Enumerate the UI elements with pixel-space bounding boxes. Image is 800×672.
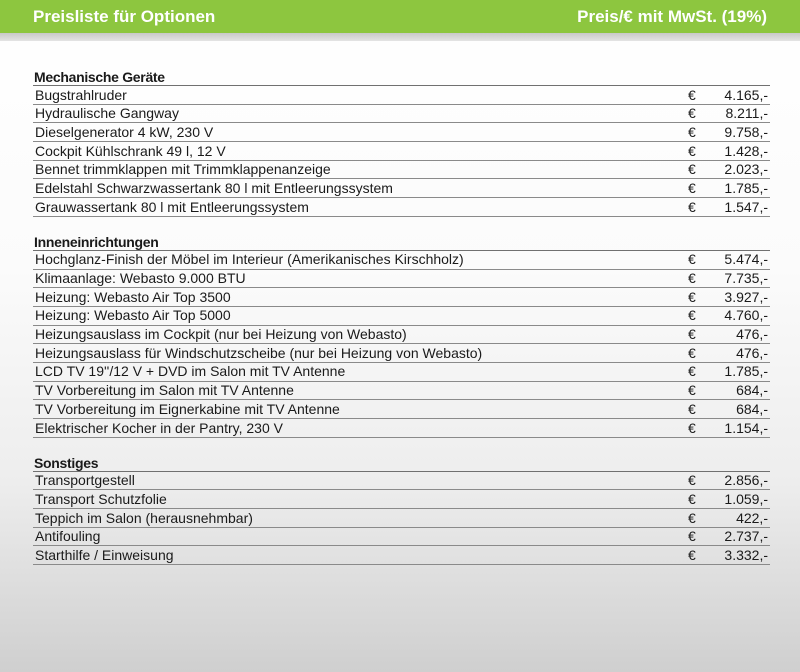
section: [33, 68, 770, 217]
price-row: [33, 142, 770, 161]
currency-symbol: €: [688, 198, 696, 215]
option-price: 684,-: [736, 400, 768, 417]
option-price: 1.154,-: [724, 419, 768, 436]
option-name: TV Vorbereitung im Salon mit TV Antenne: [35, 382, 294, 399]
price-row: [33, 472, 770, 491]
currency-symbol: €: [688, 123, 696, 140]
option-price: 9.758,-: [724, 123, 768, 140]
currency-symbol: €: [688, 288, 696, 305]
option-name: Cockpit Kühlschrank 49 l, 12 V: [35, 142, 226, 159]
page-title: Preisliste für Optionen: [33, 6, 216, 26]
currency-symbol: €: [688, 546, 696, 563]
price-column-label: Preis/€ mit MwSt. (19%): [577, 6, 767, 26]
option-name: Edelstahl Schwarzwassertank 80 l mit Entleerungssystem: [35, 179, 393, 196]
currency-symbol: €: [688, 179, 696, 196]
option-name: Bennet trimmklappen mit Trimmklappenanzeige: [35, 161, 331, 178]
currency-symbol: €: [688, 142, 696, 159]
option-name: Heizungsauslass im Cockpit (nur bei Heizung von Webasto): [35, 326, 407, 343]
price-row: [33, 344, 770, 363]
option-price: 476,-: [736, 344, 768, 361]
currency-symbol: €: [688, 270, 696, 286]
price-row: [33, 490, 770, 509]
price-row: [33, 528, 770, 547]
option-name: Starthilfe / Einweisung: [35, 546, 174, 563]
option-price: 7.735,-: [724, 270, 768, 286]
price-row: [33, 326, 770, 345]
price-row: [33, 251, 770, 270]
option-name: LCD TV 19''/12 V + DVD im Salon mit TV Antenne: [35, 363, 346, 380]
price-row: [33, 86, 770, 105]
option-price: 1.059,-: [724, 490, 768, 507]
option-name: Grauwassertank 80 l mit Entleerungssystem: [35, 198, 309, 215]
currency-symbol: €: [688, 251, 696, 268]
price-list: [33, 68, 770, 581]
option-name: Transport Schutzfolie: [35, 490, 167, 507]
price-row: [33, 363, 770, 382]
currency-symbol: €: [688, 509, 696, 526]
option-name: Heizung: Webasto Air Top 3500: [35, 288, 231, 305]
header-divider: [0, 33, 800, 41]
header-bar: [0, 0, 800, 33]
option-name: Elektrischer Kocher in der Pantry, 230 V: [35, 419, 283, 436]
price-row: [33, 105, 770, 124]
option-price: 3.927,-: [724, 288, 768, 305]
section: [33, 233, 770, 438]
currency-symbol: €: [688, 490, 696, 507]
option-name: Transportgestell: [35, 472, 135, 489]
currency-symbol: €: [688, 363, 696, 380]
currency-symbol: €: [688, 161, 696, 178]
currency-symbol: €: [688, 307, 696, 324]
section-title: Mechanische Geräte: [33, 68, 770, 86]
currency-symbol: €: [688, 472, 696, 489]
option-price: 476,-: [736, 326, 768, 343]
currency-symbol: €: [688, 326, 696, 343]
option-name: TV Vorbereitung im Eignerkabine mit TV Antenne: [35, 400, 340, 417]
price-row: [33, 179, 770, 198]
option-price: 1.785,-: [724, 179, 768, 196]
option-price: 5.474,-: [724, 251, 768, 268]
option-price: 422,-: [736, 509, 768, 526]
option-name: Dieselgenerator 4 kW, 230 V: [35, 123, 214, 140]
option-price: 1.547,-: [724, 198, 768, 215]
option-name: Heizung: Webasto Air Top 5000: [35, 307, 231, 324]
option-price: 1.785,-: [724, 363, 768, 380]
price-row: [33, 270, 770, 289]
currency-symbol: €: [688, 419, 696, 436]
option-price: 8.211,-: [725, 105, 768, 122]
price-row: [33, 546, 770, 565]
option-price: 2.023,-: [724, 161, 768, 178]
currency-symbol: €: [688, 528, 696, 545]
section-title: Inneneinrichtungen: [33, 233, 770, 251]
currency-symbol: €: [688, 344, 696, 361]
option-name: Hydraulische Gangway: [35, 105, 179, 122]
price-row: [33, 307, 770, 326]
price-row: [33, 509, 770, 528]
option-name: Antifouling: [35, 528, 101, 545]
price-row: [33, 161, 770, 180]
option-price: 4.760,-: [724, 307, 768, 324]
option-price: 2.856,-: [724, 472, 768, 489]
section-title: Sonstiges: [33, 454, 770, 472]
currency-symbol: €: [688, 400, 696, 417]
price-row: [33, 400, 770, 419]
option-name: Heizungsauslass für Windschutzscheibe (nur bei Heizung von Webasto): [35, 344, 483, 361]
currency-symbol: €: [688, 105, 696, 122]
currency-symbol: €: [688, 382, 696, 399]
option-price: 1.428,-: [724, 142, 768, 159]
option-price: 684,-: [736, 382, 768, 399]
option-name: Teppich im Salon (herausnehmbar): [35, 509, 253, 526]
price-row: [33, 419, 770, 438]
price-row: [33, 198, 770, 217]
option-price: 2.737,-: [724, 528, 768, 545]
section: [33, 454, 770, 565]
price-row: [33, 382, 770, 401]
currency-symbol: €: [688, 86, 696, 103]
option-price: 4.165,-: [724, 86, 768, 103]
option-price: 3.332,-: [724, 546, 768, 563]
price-row: [33, 123, 770, 142]
price-row: [33, 288, 770, 307]
option-name: Bugstrahlruder: [35, 86, 127, 103]
option-name: Klimaanlage: Webasto 9.000 BTU: [35, 270, 246, 286]
option-name: Hochglanz-Finish der Möbel im Interieur (Amerikanisches Kirschholz): [35, 251, 464, 268]
